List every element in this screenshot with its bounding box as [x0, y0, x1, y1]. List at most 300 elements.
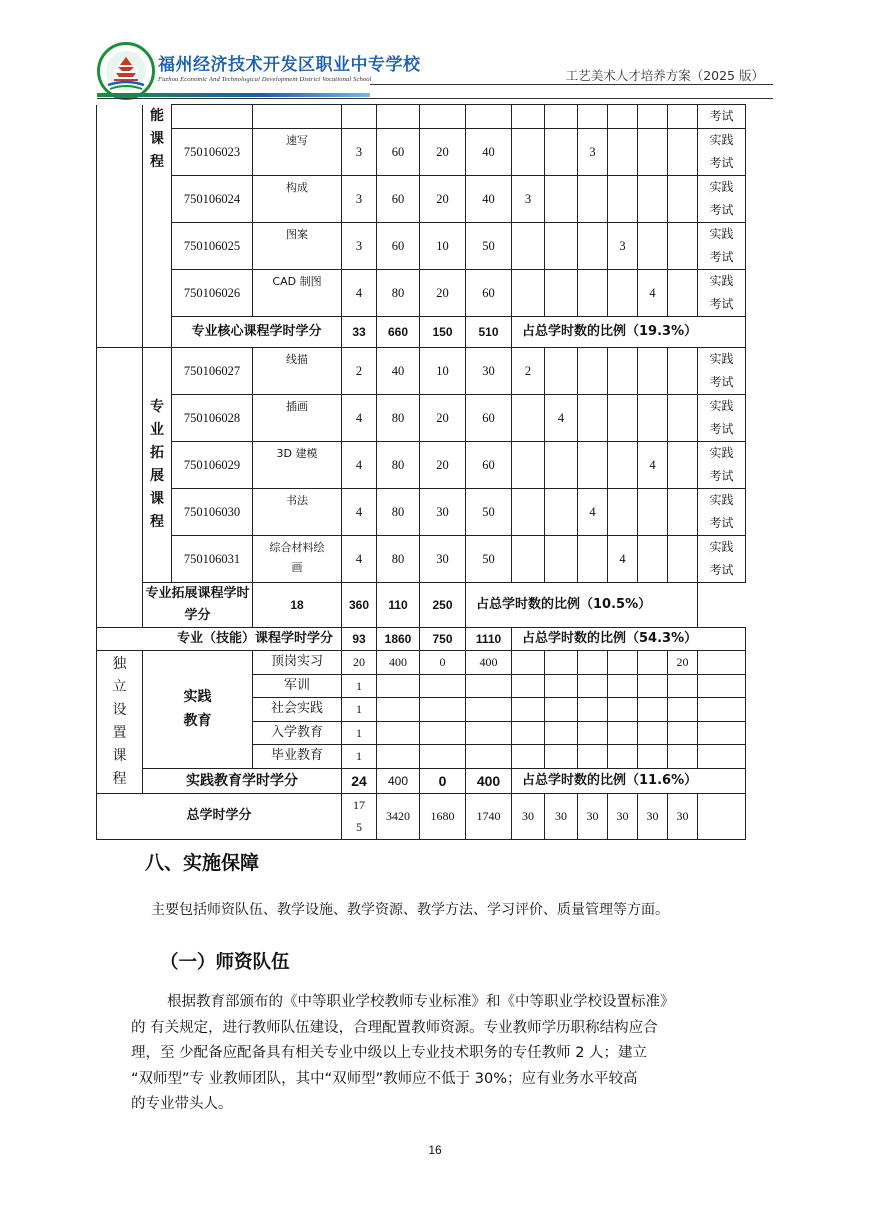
summary-practice: 510	[466, 317, 512, 348]
semester-total: 30	[578, 793, 608, 839]
summary-ratio: 占总学时数的比例（10.5%）	[466, 583, 698, 628]
paragraph-line: 的 有关规定，进行教师队伍建设，合理配置教师资源。专业教师学历职称结构应合	[131, 1019, 658, 1036]
cell-line: 业	[150, 422, 164, 438]
summary-practice: 400	[466, 768, 512, 793]
practice-item-name: 毕业教育	[253, 745, 342, 769]
course-name: 线描	[253, 348, 342, 395]
school-name-cn: 福州经济技术开发区职业中专学校	[158, 55, 421, 75]
semester-hours	[668, 442, 698, 489]
semester-hours	[638, 745, 668, 769]
cell-line: 程	[112, 770, 127, 787]
course-hours: 60	[377, 223, 420, 270]
cell-line: 独	[112, 655, 127, 672]
course-code: 750106026	[172, 270, 253, 317]
course-code: 750106030	[172, 489, 253, 536]
paragraph-line: 的专业带头人。	[131, 1096, 233, 1112]
course-hours: 80	[377, 442, 420, 489]
table-row	[97, 442, 746, 489]
semester-hours	[545, 348, 578, 395]
header-rule	[370, 84, 773, 85]
practice-hours: 400	[377, 651, 420, 675]
summary-theory: 0	[420, 768, 466, 793]
cell-line: 考试	[709, 109, 734, 123]
semester-hours	[608, 489, 638, 536]
course-name: 构成	[253, 176, 342, 223]
course-code: 750106023	[172, 129, 253, 176]
semester-hours: 4	[638, 442, 668, 489]
semester-total: 30	[545, 793, 578, 839]
course-credit: 4	[342, 270, 377, 317]
table-row	[97, 270, 746, 317]
cell-line: 展	[150, 468, 164, 484]
summary-label: 实践教育学时学分	[143, 768, 342, 793]
course-theory-hours: 30	[420, 536, 466, 583]
course-theory-hours: 20	[420, 442, 466, 489]
cell-line: 考试	[709, 297, 734, 311]
semester-hours	[608, 105, 638, 129]
semester-hours	[668, 223, 698, 270]
course-theory-hours: 20	[420, 176, 466, 223]
semester-hours	[545, 442, 578, 489]
course-name: 图案	[253, 223, 342, 270]
semester-hours	[578, 721, 608, 745]
course-credit: 4	[342, 489, 377, 536]
table-row	[97, 489, 746, 536]
semester-hours	[578, 698, 608, 722]
cell-line: 考试	[709, 563, 734, 577]
cell-line: 实践	[709, 274, 734, 288]
semester-hours	[668, 348, 698, 395]
paragraph-line: 理，至 少配备应配备具有相关专业中级以上专业技术职务的专任教师 2 人；建立	[131, 1045, 648, 1061]
course-theory-hours	[420, 105, 466, 129]
course-theory-hours: 20	[420, 129, 466, 176]
semester-hours	[638, 674, 668, 698]
semester-hours	[512, 442, 545, 489]
summary-theory: 110	[377, 583, 420, 628]
semester-hours: 3	[608, 223, 638, 270]
practice-credit: 1	[342, 721, 377, 745]
subsection-1-heading: （一）师资队伍	[160, 952, 290, 973]
semester-hours	[578, 536, 608, 583]
group-label-core	[143, 105, 172, 348]
table-row	[97, 628, 746, 651]
practice-credit: 20	[342, 651, 377, 675]
semester-hours	[608, 395, 638, 442]
course-credit: 4	[342, 536, 377, 583]
course-credit	[342, 105, 377, 129]
course-hours: 80	[377, 270, 420, 317]
practice-theory	[420, 745, 466, 769]
semester-hours	[512, 721, 545, 745]
paragraph-line: “双师型”专 业教师团队，其中“双师型”教师应不低于 30%；应有业务水平较高	[131, 1070, 638, 1087]
course-practice-hours: 40	[466, 176, 512, 223]
semester-hours	[578, 270, 608, 317]
assessment-type	[698, 442, 746, 489]
course-credit: 4	[342, 442, 377, 489]
table-row	[97, 395, 746, 442]
group-label-extension	[143, 348, 172, 583]
table-row	[97, 768, 746, 793]
semester-total: 30	[638, 793, 668, 839]
course-code: 750106027	[172, 348, 253, 395]
table-row	[97, 176, 746, 223]
semester-hours	[512, 395, 545, 442]
course-practice-hours: 50	[466, 223, 512, 270]
semester-hours	[512, 651, 545, 675]
assessment-type	[698, 270, 746, 317]
semester-hours	[512, 698, 545, 722]
cell-line: 实践	[709, 540, 734, 554]
semester-hours	[545, 745, 578, 769]
course-code: 750106024	[172, 176, 253, 223]
semester-hours	[545, 698, 578, 722]
cell-line: 立	[112, 678, 127, 695]
semester-hours	[668, 698, 698, 722]
semester-hours	[638, 129, 668, 176]
curriculum-table	[96, 104, 746, 840]
cell-line: 实践	[183, 689, 212, 706]
semester-hours	[638, 698, 668, 722]
table-row	[97, 536, 746, 583]
summary-hours: 360	[342, 583, 377, 628]
course-code: 750106028	[172, 395, 253, 442]
cell-line: 实践	[709, 227, 734, 241]
semester-hours	[608, 176, 638, 223]
semester-hours	[608, 129, 638, 176]
course-credit: 4	[342, 395, 377, 442]
practice-hours	[377, 674, 420, 698]
course-practice-hours: 60	[466, 395, 512, 442]
semester-hours	[668, 721, 698, 745]
table-row	[97, 105, 746, 129]
semester-hours	[638, 176, 668, 223]
semester-hours	[512, 223, 545, 270]
practice-theory	[420, 698, 466, 722]
cell-line: 考试	[709, 469, 734, 483]
summary-ratio: 占总学时数的比例（11.6%）	[512, 768, 746, 793]
course-name	[253, 105, 342, 129]
course-practice-hours: 60	[466, 442, 512, 489]
semester-hours	[578, 176, 608, 223]
semester-hours	[512, 270, 545, 317]
school-name-en: Fuzhou Economic And Technological Development District Vocational School	[158, 76, 372, 83]
assessment-type	[698, 105, 746, 129]
cell-line: 实践	[709, 180, 734, 194]
cell-line: 课	[150, 491, 164, 507]
cell-line: 5	[356, 820, 362, 834]
semester-hours	[578, 651, 608, 675]
semester-hours	[578, 105, 608, 129]
semester-hours	[668, 129, 698, 176]
practice-item-name: 军训	[253, 674, 342, 698]
cell-line: 考试	[709, 203, 734, 217]
semester-hours	[512, 536, 545, 583]
total-hours: 3420	[377, 793, 420, 839]
course-credit: 3	[342, 223, 377, 270]
summary-label: 专业拓展课程学时学分	[143, 583, 253, 628]
total-theory: 1680	[420, 793, 466, 839]
semester-hours	[578, 395, 608, 442]
semester-hours	[545, 223, 578, 270]
practice-theory	[420, 674, 466, 698]
course-name: 书法	[253, 489, 342, 536]
course-hours: 80	[377, 536, 420, 583]
course-name: 速写	[253, 129, 342, 176]
document-title: 工艺美术人才培养方案（2025 版）	[565, 68, 764, 83]
cell-line: 实践	[709, 493, 734, 507]
summary-credit: 24	[342, 768, 377, 793]
cell-line: 实践	[709, 133, 734, 147]
semester-hours	[578, 348, 608, 395]
table-row	[97, 223, 746, 270]
semester-hours	[638, 105, 668, 129]
course-name: 插画	[253, 395, 342, 442]
table-row	[97, 348, 746, 395]
table-row	[97, 651, 746, 675]
summary-theory: 750	[420, 628, 466, 651]
empty-cell	[698, 698, 746, 722]
semester-hours	[608, 442, 638, 489]
course-credit: 2	[342, 348, 377, 395]
semester-hours	[668, 105, 698, 129]
group-label-blank	[97, 348, 143, 628]
cell-line: 17	[353, 798, 365, 812]
semester-hours	[512, 745, 545, 769]
cell-line: 实践	[709, 446, 734, 460]
semester-hours	[608, 721, 638, 745]
semester-hours	[512, 129, 545, 176]
section-8-heading: 八、实施保障	[145, 852, 260, 874]
semester-total: 30	[512, 793, 545, 839]
course-theory-hours: 30	[420, 489, 466, 536]
table-row	[97, 317, 746, 348]
semester-hours	[578, 223, 608, 270]
semester-hours	[668, 674, 698, 698]
course-theory-hours: 10	[420, 348, 466, 395]
course-theory-hours: 20	[420, 270, 466, 317]
course-credit: 3	[342, 129, 377, 176]
practice-theory	[420, 721, 466, 745]
summary-label: 专业（技能）课程学时学分	[97, 628, 342, 651]
assessment-type	[698, 348, 746, 395]
assessment-type	[698, 129, 746, 176]
practice-theory: 0	[420, 651, 466, 675]
course-theory-hours: 10	[420, 223, 466, 270]
semester-hours: 4	[578, 489, 608, 536]
practice-credit: 1	[342, 745, 377, 769]
course-hours: 80	[377, 489, 420, 536]
cell-line: 考试	[709, 250, 734, 264]
semester-hours	[578, 674, 608, 698]
course-hours: 60	[377, 176, 420, 223]
course-hours: 40	[377, 348, 420, 395]
practice-practice: 400	[466, 651, 512, 675]
cell-line: 课	[112, 747, 127, 764]
course-practice-hours: 50	[466, 536, 512, 583]
group-label-practice	[143, 651, 253, 769]
course-practice-hours: 60	[466, 270, 512, 317]
practice-item-name: 入学教育	[253, 721, 342, 745]
semester-hours	[638, 651, 668, 675]
paragraph-line: 根据教育部颁布的《中等职业学校教师专业标准》和《中等职业学校设置标准》	[167, 994, 675, 1010]
cell-line: 考试	[709, 516, 734, 530]
semester-hours	[608, 348, 638, 395]
total-credit	[342, 793, 377, 839]
semester-hours	[608, 674, 638, 698]
semester-hours	[668, 395, 698, 442]
cell-line: 实践	[709, 399, 734, 413]
summary-credit: 33	[342, 317, 377, 348]
semester-hours: 2	[512, 348, 545, 395]
semester-hours	[545, 489, 578, 536]
assessment-type	[698, 536, 746, 583]
course-theory-hours: 20	[420, 395, 466, 442]
summary-practice: 250	[420, 583, 466, 628]
semester-hours	[545, 105, 578, 129]
empty-cell	[698, 745, 746, 769]
summary-theory: 150	[420, 317, 466, 348]
empty-cell	[698, 793, 746, 839]
table-row	[97, 129, 746, 176]
semester-hours	[512, 489, 545, 536]
cell-line: 教育	[183, 713, 212, 730]
group-label-independent	[97, 651, 143, 794]
semester-hours	[545, 176, 578, 223]
practice-hours	[377, 745, 420, 769]
cell-line: 设	[112, 701, 127, 718]
cell-line: 课	[150, 130, 164, 147]
header-rule-bottom	[97, 98, 773, 99]
summary-label: 专业核心课程学时学分	[172, 317, 342, 348]
cell-line: 拓	[150, 445, 164, 461]
semester-hours	[638, 536, 668, 583]
course-practice-hours: 40	[466, 129, 512, 176]
semester-hours	[638, 489, 668, 536]
semester-hours	[545, 270, 578, 317]
course-hours	[377, 105, 420, 129]
semester-total: 30	[608, 793, 638, 839]
cell-line: 能	[150, 107, 164, 124]
semester-hours	[668, 745, 698, 769]
practice-practice	[466, 721, 512, 745]
cell-line: 程	[150, 153, 164, 170]
semester-hours	[638, 721, 668, 745]
empty-cell	[698, 651, 746, 675]
semester-hours	[608, 651, 638, 675]
cell-line: 画	[291, 561, 303, 574]
semester-hours	[608, 745, 638, 769]
semester-hours: 3	[578, 129, 608, 176]
semester-hours	[512, 105, 545, 129]
course-practice-hours: 30	[466, 348, 512, 395]
page-number: 16	[428, 1143, 442, 1157]
semester-hours: 3	[512, 176, 545, 223]
summary-ratio: 占总学时数的比例（54.3%）	[512, 628, 746, 651]
cell-line: 置	[112, 724, 127, 741]
semester-hours	[545, 651, 578, 675]
course-code: 750106031	[172, 536, 253, 583]
empty-cell	[698, 721, 746, 745]
practice-hours	[377, 721, 420, 745]
semester-hours	[512, 674, 545, 698]
summary-credit: 93	[342, 628, 377, 651]
course-code: 750106025	[172, 223, 253, 270]
cell-line: 考试	[709, 156, 734, 170]
semester-hours	[578, 442, 608, 489]
semester-hours	[578, 745, 608, 769]
semester-hours	[545, 129, 578, 176]
summary-ratio: 占总学时数的比例（19.3%）	[512, 317, 746, 348]
semester-hours	[668, 176, 698, 223]
semester-hours	[638, 395, 668, 442]
practice-hours	[377, 698, 420, 722]
cell-line: 考试	[709, 375, 734, 389]
semester-hours: 4	[638, 270, 668, 317]
course-name	[253, 536, 342, 583]
summary-hours: 400	[377, 768, 420, 793]
semester-hours	[545, 721, 578, 745]
practice-item-name: 顶岗实习	[253, 651, 342, 675]
total-practice: 1740	[466, 793, 512, 839]
header-wave-decoration	[97, 93, 370, 97]
table-row	[97, 583, 746, 628]
semester-total: 30	[668, 793, 698, 839]
semester-hours	[545, 674, 578, 698]
assessment-type	[698, 176, 746, 223]
summary-practice: 1110	[466, 628, 512, 651]
semester-hours: 4	[545, 395, 578, 442]
course-code: 750106029	[172, 442, 253, 489]
page-header	[0, 0, 870, 100]
practice-item-name: 社会实践	[253, 698, 342, 722]
practice-practice	[466, 698, 512, 722]
course-name: 3D 建模	[253, 442, 342, 489]
semester-hours	[668, 270, 698, 317]
semester-hours	[668, 489, 698, 536]
cell-line: 考试	[709, 422, 734, 436]
subsection-1-paragraph	[131, 990, 771, 1118]
semester-hours	[668, 536, 698, 583]
semester-hours	[638, 348, 668, 395]
total-label: 总学时学分	[97, 793, 342, 839]
course-practice-hours: 50	[466, 489, 512, 536]
semester-hours: 20	[668, 651, 698, 675]
practice-practice	[466, 745, 512, 769]
course-hours: 60	[377, 129, 420, 176]
semester-hours	[608, 698, 638, 722]
cell-line: 综合材料绘	[269, 541, 325, 554]
course-code	[172, 105, 253, 129]
empty-cell	[698, 674, 746, 698]
section-8-intro: 主要包括师资队伍、教学设施、教学资源、教学方法、学习评价、质量管理等方面。	[151, 902, 669, 918]
table-row	[97, 793, 746, 839]
semester-hours	[608, 270, 638, 317]
cell-line: 程	[150, 514, 164, 530]
semester-hours: 4	[608, 536, 638, 583]
practice-credit: 1	[342, 674, 377, 698]
course-practice-hours	[466, 105, 512, 129]
cell-line: 专	[150, 399, 164, 415]
semester-hours	[638, 223, 668, 270]
course-name: CAD 制图	[253, 270, 342, 317]
semester-hours	[545, 536, 578, 583]
course-hours: 80	[377, 395, 420, 442]
group-label-blank	[97, 105, 143, 348]
assessment-type	[698, 223, 746, 270]
assessment-type	[698, 489, 746, 536]
practice-practice	[466, 674, 512, 698]
summary-credit: 18	[253, 583, 342, 628]
